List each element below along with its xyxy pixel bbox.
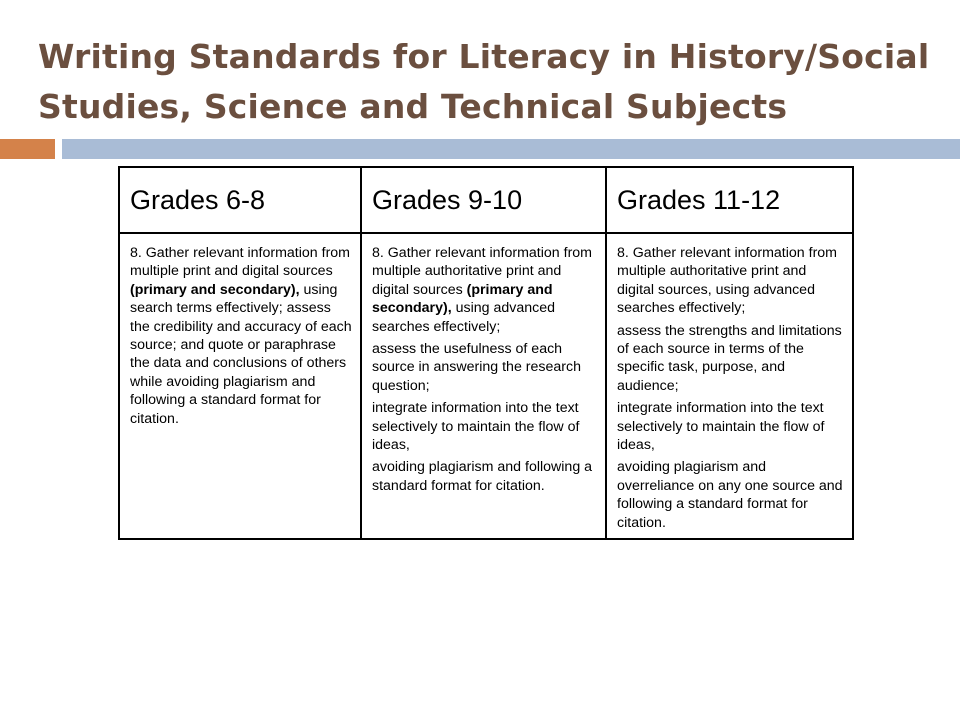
grades-table (118, 166, 854, 540)
standard-paragraph: assess the strengths and limitations of each source in terms of the specific task, purpose, and audience; (617, 322, 842, 394)
standard-bold-text: (primary and secondary), (130, 281, 300, 298)
header-grades-6-8: Grades 6-8 (119, 167, 361, 233)
standard-paragraph: assess the usefulness of each source in answering the research question; (372, 341, 581, 394)
cell-grades-11-12 (606, 233, 853, 539)
header-grades-9-10: Grades 9-10 (361, 167, 606, 233)
standard-paragraph (130, 244, 352, 428)
accent-bar-blue (62, 139, 960, 159)
standard-paragraph: avoiding plagiarism and following a standard format for citation. (372, 459, 593, 494)
accent-bar-orange (0, 139, 55, 159)
table-header-row (119, 167, 853, 233)
slide-title (38, 32, 938, 132)
standard-paragraph: avoiding plagiarism and overreliance on any one source and following a standard format for citation. (617, 459, 843, 531)
standard-paragraph: 8. Gather relevant information from multiple authoritative print and digital sources, using advanced searches effectively; (617, 245, 838, 317)
slide-title-line-1: Writing Standards for Literacy in History/Social (38, 37, 930, 76)
cell-grades-9-10 (361, 233, 606, 539)
table-row (119, 233, 853, 539)
standard-paragraph: integrate information into the text selectively to maintain the flow of ideas, (617, 400, 825, 454)
slide-title-line-2: Studies, Science and Technical Subjects (38, 87, 788, 126)
standard-bold-text: (primary and secondary), (372, 281, 553, 317)
cell-grades-6-8 (119, 233, 361, 539)
standard-text: 8. Gather relevant information from multiple authoritative print and digital sources (372, 245, 593, 298)
standard-paragraph: integrate information into the text selectively to maintain the flow of ideas, (372, 400, 580, 454)
standard-text: using advanced searches effectively; (372, 300, 555, 335)
standard-text: 8. Gather relevant information from multiple print and digital sources (130, 245, 351, 280)
standard-text: using search terms effectively; assess the credibility and accuracy of each source; and quote or paraphrase the data and conclusions of others while avoiding plagiarism and following a standard format for citation. (130, 281, 352, 427)
standard-paragraph (372, 244, 597, 336)
header-grades-11-12: Grades 11-12 (606, 167, 853, 233)
